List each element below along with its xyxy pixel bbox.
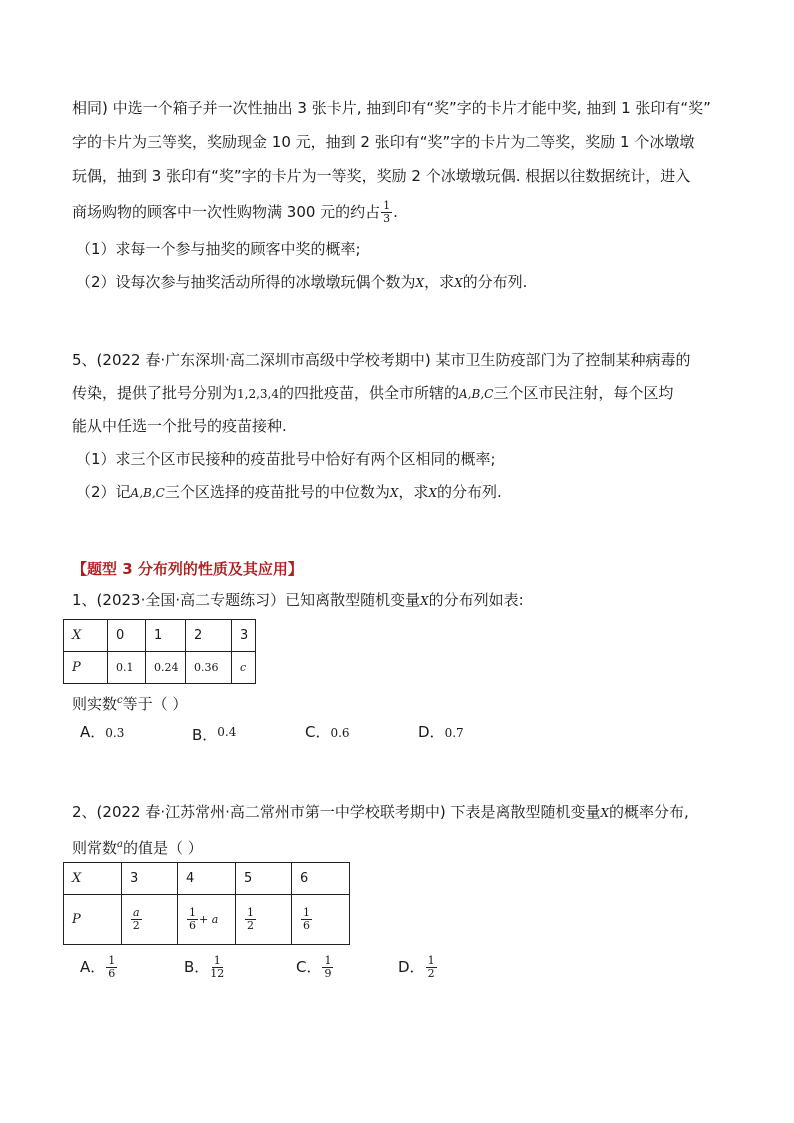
frac-denominator: 2 bbox=[247, 919, 254, 932]
q1-ask bbox=[72, 691, 187, 714]
var-x: X bbox=[454, 276, 463, 290]
districts-abc: A,B,C bbox=[459, 387, 494, 401]
option-a[interactable] bbox=[80, 955, 118, 980]
districts-abc: A,B,C bbox=[130, 486, 165, 500]
option-b[interactable] bbox=[184, 955, 225, 980]
distribution-table-q2 bbox=[63, 862, 350, 945]
frac-denominator: 3 bbox=[383, 212, 391, 225]
option-letter: C． bbox=[296, 958, 322, 976]
fraction bbox=[322, 955, 333, 980]
option-value: 0.4 bbox=[217, 725, 237, 739]
table-cell: 0.24 bbox=[146, 652, 186, 684]
frac-numerator: 1 bbox=[324, 954, 332, 967]
frac-numerator: 1 bbox=[108, 954, 116, 967]
q4-line-4-text: 商场购物的顾客中一次性购物满 300 元的约占 bbox=[72, 203, 381, 221]
fraction bbox=[187, 907, 198, 932]
table-cell: 6 bbox=[292, 863, 350, 895]
fraction bbox=[106, 955, 117, 980]
plus-a: + a bbox=[199, 913, 219, 926]
q2-stem-a: 2、(2022 春·江苏常州·高二常州市第一中学校联考期中) 下表是离散型随机变量 bbox=[72, 803, 601, 821]
var-a: a bbox=[117, 839, 123, 850]
q5-sub-2-d: 的分布列. bbox=[436, 483, 502, 501]
option-letter: D． bbox=[418, 723, 445, 741]
frac-denominator: 12 bbox=[210, 967, 225, 980]
var-c: c bbox=[117, 695, 123, 706]
option-value: 0.6 bbox=[330, 726, 350, 740]
option-b[interactable] bbox=[192, 722, 236, 745]
option-letter: B． bbox=[184, 958, 210, 976]
table-row bbox=[64, 620, 256, 652]
q4-line-4-end: . bbox=[393, 203, 398, 221]
frac-denominator: 6 bbox=[189, 919, 196, 932]
option-letter: D． bbox=[398, 958, 425, 976]
table-cell: c bbox=[232, 652, 256, 684]
var-x: X bbox=[415, 276, 425, 290]
q2-ask bbox=[72, 835, 203, 858]
q4-line-3: 玩偶，抽到 3 张印有“奖”字的卡片为一等奖，奖励 2 个冰墩墩玩偶. 根据以往数据统计，进入 bbox=[72, 167, 691, 185]
q1-ask-a: 则实数 bbox=[72, 695, 118, 713]
table-cell: 3 bbox=[232, 620, 256, 652]
distribution-table-q1 bbox=[63, 619, 256, 684]
table-cell bbox=[122, 895, 178, 945]
q1-stem-a: 1、(2023·全国·高二专题练习）已知离散型随机变量 bbox=[72, 591, 421, 609]
q5-line-3: 能从中任选一个批号的疫苗接种. bbox=[72, 417, 287, 435]
q5-line-2-c: 三个区市民注射，每个区均 bbox=[493, 384, 674, 402]
table-row bbox=[64, 895, 350, 945]
option-letter: A． bbox=[80, 958, 106, 976]
q2-ask-a: 则常数 bbox=[72, 839, 118, 857]
option-d[interactable] bbox=[418, 722, 464, 743]
q5-line-1: 5、(2022 春·广东深圳·高二深圳市高级中学校考期中) 某市卫生防疫部门为了控制某种病毒的 bbox=[72, 351, 691, 369]
var-x: X bbox=[389, 486, 399, 500]
table-cell bbox=[292, 895, 350, 945]
q1-stem-b: 的分布列如表: bbox=[428, 591, 524, 609]
q4-sub-2-a: （2）设每次参与抽奖活动所得的冰墩墩玩偶个数为 bbox=[76, 273, 416, 291]
q4-line-1: 相同) 中选一个箱子并一次性抽出 3 张卡片, 抽到印有“奖”字的卡片才能中奖, 抽到 1 张印有“奖” bbox=[72, 99, 711, 117]
table-cell: 0.1 bbox=[108, 652, 146, 684]
table-cell: 0.36 bbox=[186, 652, 232, 684]
q5-line-2-a: 传染，提供了批号分别为 bbox=[72, 384, 238, 402]
fraction bbox=[210, 955, 224, 980]
q5-sub-2-c: ，求 bbox=[398, 483, 429, 501]
frac-denominator: 2 bbox=[132, 919, 140, 932]
fraction bbox=[245, 907, 256, 932]
q1-ask-b: 等于（ ） bbox=[122, 695, 188, 713]
table-cell: 1 bbox=[146, 620, 186, 652]
q4-sub-1: （1）求每一个参与抽奖的顾客中奖的概率; bbox=[76, 240, 361, 258]
table-cell: P bbox=[64, 895, 122, 945]
frac-denominator: 9 bbox=[324, 967, 332, 980]
frac-numerator: 1 bbox=[303, 906, 310, 919]
section-heading: 【题型 3 分布列的性质及其应用】 bbox=[72, 560, 303, 578]
table-cell: X bbox=[64, 863, 122, 895]
option-a[interactable] bbox=[80, 722, 124, 743]
fraction bbox=[301, 907, 312, 932]
fraction bbox=[131, 907, 142, 932]
fraction-one-third bbox=[381, 200, 392, 225]
frac-numerator: 1 bbox=[189, 906, 196, 919]
option-value: 0.7 bbox=[444, 726, 464, 740]
var-x: X bbox=[428, 486, 437, 500]
q2-stem bbox=[72, 802, 689, 823]
table-cell: 4 bbox=[178, 863, 236, 895]
var-x: X bbox=[420, 594, 429, 608]
frac-denominator: 6 bbox=[303, 919, 310, 932]
q5-sub-2-b: 三个区选择的疫苗批号的中位数为 bbox=[164, 483, 390, 501]
table-row bbox=[64, 863, 350, 895]
table-cell: 2 bbox=[186, 620, 232, 652]
q4-sub-2-c: 的分布列. bbox=[462, 273, 528, 291]
table-cell bbox=[178, 895, 236, 945]
table-row bbox=[64, 652, 256, 684]
option-letter: C． bbox=[305, 723, 331, 741]
q4-sub-2-b: ，求 bbox=[424, 273, 455, 291]
q5-line-2 bbox=[72, 383, 673, 404]
q5-sub-1: （1）求三个区市民接种的疫苗批号中恰好有两个区相同的概率; bbox=[76, 450, 496, 468]
table-cell: 5 bbox=[236, 863, 292, 895]
frac-numerator: 1 bbox=[247, 906, 254, 919]
option-c[interactable] bbox=[305, 722, 350, 743]
q4-line-2: 字的卡片为三等奖，奖励现金 10 元，抽到 2 张印有“奖”字的卡片为二等奖，奖励 1 个冰墩墩 bbox=[72, 133, 695, 151]
frac-numerator: 1 bbox=[383, 199, 391, 212]
q2-stem-b: 的概率分布, bbox=[609, 803, 689, 821]
frac-numerator: a bbox=[133, 906, 140, 919]
option-c[interactable] bbox=[296, 955, 334, 980]
frac-denominator: 6 bbox=[108, 967, 116, 980]
frac-numerator: 1 bbox=[213, 954, 221, 967]
var-x: X bbox=[600, 806, 610, 820]
q2-ask-b: 的值是（ ） bbox=[122, 839, 203, 857]
q5-sub-2 bbox=[76, 482, 502, 503]
q4-line-4 bbox=[72, 200, 398, 225]
q1-stem bbox=[72, 590, 524, 611]
q4-sub-2 bbox=[76, 272, 527, 293]
table-cell: X bbox=[64, 620, 108, 652]
option-value: 0.3 bbox=[105, 726, 125, 740]
batch-numbers: 1,2,3,4 bbox=[237, 387, 279, 401]
option-letter: B． bbox=[192, 726, 218, 744]
option-d[interactable] bbox=[398, 955, 438, 980]
frac-denominator: 2 bbox=[427, 967, 435, 980]
table-cell: 0 bbox=[108, 620, 146, 652]
table-cell bbox=[236, 895, 292, 945]
q5-sub-2-a: （2）记 bbox=[76, 483, 131, 501]
fraction bbox=[426, 955, 437, 980]
table-cell: P bbox=[64, 652, 108, 684]
q5-line-2-b: 的四批疫苗，供全市所辖的 bbox=[279, 384, 460, 402]
frac-numerator: 1 bbox=[427, 954, 435, 967]
option-letter: A． bbox=[80, 723, 106, 741]
table-cell: 3 bbox=[122, 863, 178, 895]
